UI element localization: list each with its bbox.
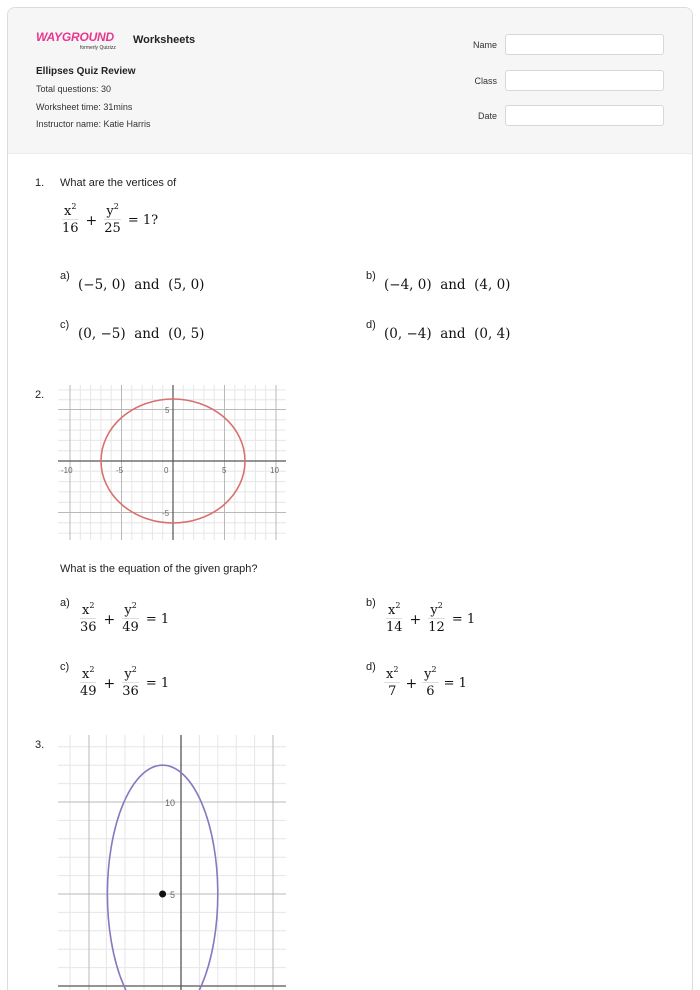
option-a-label[interactable]: a) [60,597,70,609]
svg-text:-5: -5 [116,466,124,475]
option-a-text[interactable]: (−5, 0) and (5, 0) [78,277,205,293]
ellipse-graph-q2 [58,385,286,540]
total-questions: Total questions: 30 [36,84,112,94]
svg-text:5: 5 [165,406,170,415]
svg-text:10: 10 [270,466,279,475]
option-a-equation[interactable]: $\frac{x^2}{36}$ + $\frac{y^2}{49}$ = 1 [80,601,170,635]
option-c-text[interactable]: (0, −5) and (0, 5) [78,326,205,342]
svg-text:-5: -5 [162,509,170,518]
wayground-logo [36,30,128,54]
center-point [159,891,166,898]
option-d-label[interactable]: d) [366,661,376,673]
option-a-label[interactable]: a) [60,270,70,282]
fraction-y: $\frac{y^2}{25}$ [104,202,121,236]
question-number: 2. [35,389,45,401]
class-input[interactable] [505,70,664,91]
svg-text:10: 10 [165,798,176,808]
brand-label: Worksheets [133,34,196,46]
class-field-row [457,70,664,91]
option-d-text[interactable]: (0, −4) and (0, 4) [384,326,511,342]
option-b-label[interactable]: b) [366,270,376,282]
question-number: 1. [35,177,45,189]
svg-text:5: 5 [222,466,227,475]
option-c-label[interactable]: c) [60,319,70,331]
option-d-label[interactable]: d) [366,319,376,331]
option-b-equation[interactable]: $\frac{x^2}{14}$ + $\frac{y^2}{12}$ = 1 [386,601,476,635]
question-text: What is the equation of the given graph? [60,563,258,575]
logo-text: WAYGROUND [36,30,114,44]
option-b-text[interactable]: (−4, 0) and (4, 0) [384,277,511,293]
worksheet-time: Worksheet time: 31mins [36,102,133,112]
date-field-row [457,105,664,126]
svg-text:0: 0 [164,466,169,475]
option-b-label[interactable]: b) [366,597,376,609]
question-text: What are the vertices of [60,177,177,189]
option-c-equation[interactable]: $\frac{x^2}{49}$ + $\frac{y^2}{36}$ = 1 [80,665,170,699]
option-d-equation[interactable]: $\frac{x^2}{7}$ + $\frac{y^2}{6}$ = 1 [386,665,467,699]
logo-subtext: formerly Quizizz [80,45,116,51]
name-label: Name [472,39,497,50]
date-label: Date [477,110,497,121]
question-number: 3. [35,739,45,751]
date-input[interactable] [505,105,664,126]
instructor-name: Instructor name: Katie Harris [36,119,151,129]
worksheet-title: Ellipses Quiz Review [36,66,136,77]
option-c-label[interactable]: c) [60,661,70,673]
fraction-x: $\frac{x^2}{16}$ [62,202,79,236]
worksheet-card [7,7,693,990]
ellipse-graph-q3 [58,735,286,990]
svg-text:5: 5 [170,890,176,900]
question-equation: $\frac{x^2}{16}$ + $\frac{y^2}{25}$ = 1? [62,202,159,236]
name-input[interactable] [505,34,664,55]
worksheet-header [8,8,692,154]
class-label: Class [474,75,497,86]
svg-text:-10: -10 [61,466,73,475]
name-field-row [457,34,664,55]
